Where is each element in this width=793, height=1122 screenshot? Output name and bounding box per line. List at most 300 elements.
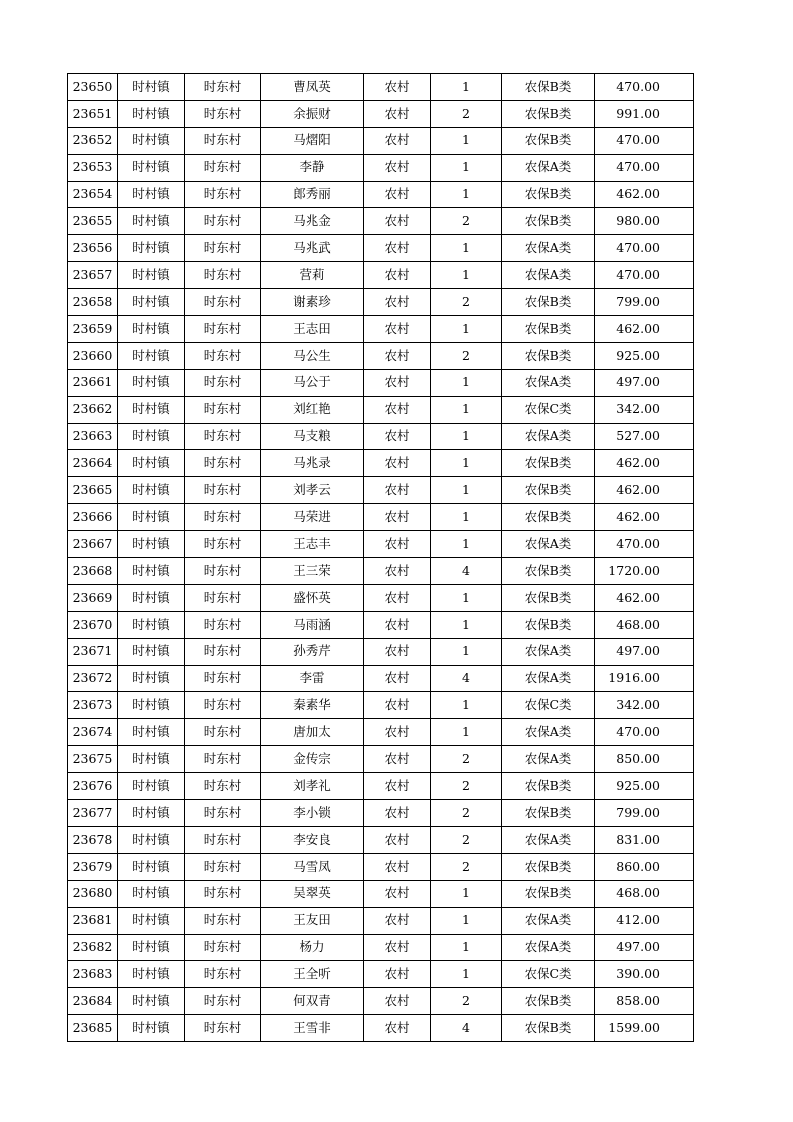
record-id-cell: 23663 xyxy=(68,423,118,450)
name-cell: 刘红艳 xyxy=(261,396,364,423)
household-type-cell: 农村 xyxy=(364,934,431,961)
household-type-cell: 农村 xyxy=(364,719,431,746)
town-cell: 时村镇 xyxy=(118,961,185,988)
amount-cell: 390.00 xyxy=(595,961,694,988)
town-cell: 时村镇 xyxy=(118,289,185,316)
table-row xyxy=(68,611,694,638)
village-cell: 时东村 xyxy=(185,396,261,423)
household-type-cell: 农村 xyxy=(364,665,431,692)
town-cell: 时村镇 xyxy=(118,988,185,1015)
table-row xyxy=(68,665,694,692)
category-cell: 农保B类 xyxy=(502,74,595,101)
name-cell: 郎秀丽 xyxy=(261,181,364,208)
person-count-cell: 2 xyxy=(431,100,502,127)
village-cell: 时东村 xyxy=(185,504,261,531)
village-cell: 时东村 xyxy=(185,450,261,477)
name-cell: 杨力 xyxy=(261,934,364,961)
category-cell: 农保B类 xyxy=(502,584,595,611)
record-id-cell: 23665 xyxy=(68,477,118,504)
person-count-cell: 1 xyxy=(431,961,502,988)
record-id-cell: 23679 xyxy=(68,853,118,880)
household-type-cell: 农村 xyxy=(364,746,431,773)
amount-cell: 831.00 xyxy=(595,826,694,853)
village-cell: 时东村 xyxy=(185,100,261,127)
household-type-cell: 农村 xyxy=(364,531,431,558)
amount-cell: 497.00 xyxy=(595,934,694,961)
record-id-cell: 23666 xyxy=(68,504,118,531)
village-cell: 时东村 xyxy=(185,584,261,611)
town-cell: 时村镇 xyxy=(118,316,185,343)
town-cell: 时村镇 xyxy=(118,262,185,289)
amount-cell: 468.00 xyxy=(595,880,694,907)
amount-cell: 412.00 xyxy=(595,907,694,934)
amount-cell: 462.00 xyxy=(595,316,694,343)
household-type-cell: 农村 xyxy=(364,853,431,880)
amount-cell: 470.00 xyxy=(595,235,694,262)
record-id-cell: 23674 xyxy=(68,719,118,746)
village-cell: 时东村 xyxy=(185,289,261,316)
village-cell: 时东村 xyxy=(185,477,261,504)
household-type-cell: 农村 xyxy=(364,208,431,235)
village-cell: 时东村 xyxy=(185,154,261,181)
name-cell: 王友田 xyxy=(261,907,364,934)
amount-cell: 1916.00 xyxy=(595,665,694,692)
household-type-cell: 农村 xyxy=(364,692,431,719)
village-cell: 时东村 xyxy=(185,961,261,988)
record-id-cell: 23677 xyxy=(68,800,118,827)
category-cell: 农保A类 xyxy=(502,423,595,450)
name-cell: 盛怀英 xyxy=(261,584,364,611)
amount-cell: 1599.00 xyxy=(595,1015,694,1042)
record-id-cell: 23664 xyxy=(68,450,118,477)
village-cell: 时东村 xyxy=(185,907,261,934)
category-cell: 农保A类 xyxy=(502,262,595,289)
household-type-cell: 农村 xyxy=(364,127,431,154)
town-cell: 时村镇 xyxy=(118,907,185,934)
town-cell: 时村镇 xyxy=(118,638,185,665)
person-count-cell: 1 xyxy=(431,127,502,154)
category-cell: 农保B类 xyxy=(502,289,595,316)
person-count-cell: 1 xyxy=(431,880,502,907)
record-id-cell: 23656 xyxy=(68,235,118,262)
household-type-cell: 农村 xyxy=(364,880,431,907)
person-count-cell: 1 xyxy=(431,316,502,343)
table-row xyxy=(68,181,694,208)
village-cell: 时东村 xyxy=(185,719,261,746)
household-type-cell: 农村 xyxy=(364,988,431,1015)
person-count-cell: 1 xyxy=(431,531,502,558)
table-row xyxy=(68,262,694,289)
person-count-cell: 2 xyxy=(431,773,502,800)
amount-cell: 497.00 xyxy=(595,369,694,396)
person-count-cell: 1 xyxy=(431,235,502,262)
record-id-cell: 23675 xyxy=(68,746,118,773)
record-id-cell: 23662 xyxy=(68,396,118,423)
person-count-cell: 1 xyxy=(431,396,502,423)
household-type-cell: 农村 xyxy=(364,154,431,181)
household-type-cell: 农村 xyxy=(364,423,431,450)
amount-cell: 858.00 xyxy=(595,988,694,1015)
table-row xyxy=(68,423,694,450)
name-cell: 曹凤英 xyxy=(261,74,364,101)
person-count-cell: 1 xyxy=(431,181,502,208)
record-id-cell: 23651 xyxy=(68,100,118,127)
category-cell: 农保A类 xyxy=(502,826,595,853)
record-id-cell: 23661 xyxy=(68,369,118,396)
household-type-cell: 农村 xyxy=(364,450,431,477)
town-cell: 时村镇 xyxy=(118,880,185,907)
amount-cell: 468.00 xyxy=(595,611,694,638)
household-type-cell: 农村 xyxy=(364,477,431,504)
category-cell: 农保C类 xyxy=(502,396,595,423)
record-id-cell: 23683 xyxy=(68,961,118,988)
table-row xyxy=(68,719,694,746)
village-cell: 时东村 xyxy=(185,934,261,961)
village-cell: 时东村 xyxy=(185,558,261,585)
category-cell: 农保B类 xyxy=(502,988,595,1015)
household-type-cell: 农村 xyxy=(364,558,431,585)
village-cell: 时东村 xyxy=(185,127,261,154)
table-row xyxy=(68,907,694,934)
household-type-cell: 农村 xyxy=(364,800,431,827)
record-id-cell: 23680 xyxy=(68,880,118,907)
amount-cell: 342.00 xyxy=(595,692,694,719)
table-row xyxy=(68,477,694,504)
name-cell: 王雪非 xyxy=(261,1015,364,1042)
category-cell: 农保A类 xyxy=(502,235,595,262)
name-cell: 马荣进 xyxy=(261,504,364,531)
town-cell: 时村镇 xyxy=(118,423,185,450)
household-type-cell: 农村 xyxy=(364,1015,431,1042)
person-count-cell: 1 xyxy=(431,692,502,719)
person-count-cell: 1 xyxy=(431,477,502,504)
village-cell: 时东村 xyxy=(185,316,261,343)
name-cell: 李小锁 xyxy=(261,800,364,827)
table-row xyxy=(68,853,694,880)
household-type-cell: 农村 xyxy=(364,181,431,208)
name-cell: 营莉 xyxy=(261,262,364,289)
town-cell: 时村镇 xyxy=(118,450,185,477)
amount-cell: 470.00 xyxy=(595,127,694,154)
town-cell: 时村镇 xyxy=(118,692,185,719)
person-count-cell: 2 xyxy=(431,988,502,1015)
household-type-cell: 农村 xyxy=(364,342,431,369)
amount-cell: 470.00 xyxy=(595,154,694,181)
person-count-cell: 4 xyxy=(431,665,502,692)
category-cell: 农保B类 xyxy=(502,181,595,208)
town-cell: 时村镇 xyxy=(118,800,185,827)
town-cell: 时村镇 xyxy=(118,531,185,558)
category-cell: 农保A类 xyxy=(502,934,595,961)
town-cell: 时村镇 xyxy=(118,127,185,154)
table-row xyxy=(68,800,694,827)
amount-cell: 462.00 xyxy=(595,450,694,477)
record-id-cell: 23670 xyxy=(68,611,118,638)
person-count-cell: 4 xyxy=(431,558,502,585)
table-row xyxy=(68,235,694,262)
household-type-cell: 农村 xyxy=(364,638,431,665)
category-cell: 农保B类 xyxy=(502,208,595,235)
name-cell: 刘孝礼 xyxy=(261,773,364,800)
household-type-cell: 农村 xyxy=(364,262,431,289)
town-cell: 时村镇 xyxy=(118,154,185,181)
category-cell: 农保B类 xyxy=(502,800,595,827)
amount-cell: 462.00 xyxy=(595,181,694,208)
category-cell: 农保B类 xyxy=(502,773,595,800)
village-cell: 时东村 xyxy=(185,800,261,827)
household-type-cell: 农村 xyxy=(364,369,431,396)
name-cell: 谢素珍 xyxy=(261,289,364,316)
table-body xyxy=(68,74,694,1042)
person-count-cell: 1 xyxy=(431,719,502,746)
name-cell: 余振财 xyxy=(261,100,364,127)
person-count-cell: 4 xyxy=(431,1015,502,1042)
category-cell: 农保B类 xyxy=(502,880,595,907)
category-cell: 农保B类 xyxy=(502,611,595,638)
category-cell: 农保A类 xyxy=(502,746,595,773)
name-cell: 马公于 xyxy=(261,369,364,396)
table-row xyxy=(68,773,694,800)
record-id-cell: 23669 xyxy=(68,584,118,611)
category-cell: 农保B类 xyxy=(502,316,595,343)
town-cell: 时村镇 xyxy=(118,504,185,531)
table-row xyxy=(68,584,694,611)
town-cell: 时村镇 xyxy=(118,746,185,773)
amount-cell: 799.00 xyxy=(595,800,694,827)
category-cell: 农保A类 xyxy=(502,719,595,746)
village-cell: 时东村 xyxy=(185,74,261,101)
amount-cell: 925.00 xyxy=(595,342,694,369)
record-id-cell: 23650 xyxy=(68,74,118,101)
amount-cell: 1720.00 xyxy=(595,558,694,585)
town-cell: 时村镇 xyxy=(118,74,185,101)
record-id-cell: 23672 xyxy=(68,665,118,692)
record-id-cell: 23657 xyxy=(68,262,118,289)
person-count-cell: 1 xyxy=(431,74,502,101)
table-row xyxy=(68,342,694,369)
household-type-cell: 农村 xyxy=(364,100,431,127)
household-type-cell: 农村 xyxy=(364,584,431,611)
village-cell: 时东村 xyxy=(185,746,261,773)
person-count-cell: 2 xyxy=(431,826,502,853)
table-row xyxy=(68,100,694,127)
record-id-cell: 23676 xyxy=(68,773,118,800)
person-count-cell: 1 xyxy=(431,638,502,665)
person-count-cell: 1 xyxy=(431,262,502,289)
amount-cell: 925.00 xyxy=(595,773,694,800)
name-cell: 马兆金 xyxy=(261,208,364,235)
town-cell: 时村镇 xyxy=(118,235,185,262)
town-cell: 时村镇 xyxy=(118,181,185,208)
village-cell: 时东村 xyxy=(185,423,261,450)
category-cell: 农保A类 xyxy=(502,638,595,665)
record-id-cell: 23681 xyxy=(68,907,118,934)
record-id-cell: 23660 xyxy=(68,342,118,369)
name-cell: 王三荣 xyxy=(261,558,364,585)
category-cell: 农保B类 xyxy=(502,342,595,369)
village-cell: 时东村 xyxy=(185,262,261,289)
record-id-cell: 23671 xyxy=(68,638,118,665)
person-count-cell: 2 xyxy=(431,208,502,235)
table-row xyxy=(68,316,694,343)
person-count-cell: 1 xyxy=(431,584,502,611)
record-id-cell: 23658 xyxy=(68,289,118,316)
name-cell: 马熠阳 xyxy=(261,127,364,154)
name-cell: 马兆录 xyxy=(261,450,364,477)
category-cell: 农保B类 xyxy=(502,100,595,127)
amount-cell: 980.00 xyxy=(595,208,694,235)
person-count-cell: 1 xyxy=(431,369,502,396)
table-row xyxy=(68,988,694,1015)
table-row xyxy=(68,208,694,235)
village-cell: 时东村 xyxy=(185,988,261,1015)
town-cell: 时村镇 xyxy=(118,665,185,692)
household-type-cell: 农村 xyxy=(364,826,431,853)
category-cell: 农保A类 xyxy=(502,531,595,558)
table-row xyxy=(68,369,694,396)
person-count-cell: 2 xyxy=(431,746,502,773)
village-cell: 时东村 xyxy=(185,531,261,558)
amount-cell: 860.00 xyxy=(595,853,694,880)
amount-cell: 497.00 xyxy=(595,638,694,665)
record-id-cell: 23685 xyxy=(68,1015,118,1042)
amount-cell: 462.00 xyxy=(595,504,694,531)
record-id-cell: 23668 xyxy=(68,558,118,585)
town-cell: 时村镇 xyxy=(118,826,185,853)
record-id-cell: 23655 xyxy=(68,208,118,235)
village-cell: 时东村 xyxy=(185,369,261,396)
table-row xyxy=(68,558,694,585)
name-cell: 马雨涵 xyxy=(261,611,364,638)
record-id-cell: 23682 xyxy=(68,934,118,961)
person-count-cell: 1 xyxy=(431,450,502,477)
household-type-cell: 农村 xyxy=(364,611,431,638)
town-cell: 时村镇 xyxy=(118,611,185,638)
amount-cell: 470.00 xyxy=(595,719,694,746)
category-cell: 农保B类 xyxy=(502,477,595,504)
town-cell: 时村镇 xyxy=(118,396,185,423)
name-cell: 吴翠英 xyxy=(261,880,364,907)
table-row xyxy=(68,880,694,907)
village-cell: 时东村 xyxy=(185,342,261,369)
village-cell: 时东村 xyxy=(185,181,261,208)
record-id-cell: 23678 xyxy=(68,826,118,853)
table-row xyxy=(68,934,694,961)
person-count-cell: 1 xyxy=(431,154,502,181)
amount-cell: 342.00 xyxy=(595,396,694,423)
amount-cell: 527.00 xyxy=(595,423,694,450)
table-row xyxy=(68,826,694,853)
village-cell: 时东村 xyxy=(185,880,261,907)
table-row xyxy=(68,531,694,558)
table-row xyxy=(68,692,694,719)
town-cell: 时村镇 xyxy=(118,773,185,800)
town-cell: 时村镇 xyxy=(118,719,185,746)
amount-cell: 991.00 xyxy=(595,100,694,127)
name-cell: 孙秀芹 xyxy=(261,638,364,665)
table-row xyxy=(68,289,694,316)
category-cell: 农保A类 xyxy=(502,665,595,692)
category-cell: 农保A类 xyxy=(502,154,595,181)
name-cell: 唐加太 xyxy=(261,719,364,746)
household-type-cell: 农村 xyxy=(364,289,431,316)
table-row xyxy=(68,450,694,477)
village-cell: 时东村 xyxy=(185,826,261,853)
household-type-cell: 农村 xyxy=(364,74,431,101)
village-cell: 时东村 xyxy=(185,692,261,719)
person-count-cell: 2 xyxy=(431,800,502,827)
name-cell: 马雪凤 xyxy=(261,853,364,880)
amount-cell: 850.00 xyxy=(595,746,694,773)
category-cell: 农保B类 xyxy=(502,1015,595,1042)
household-type-cell: 农村 xyxy=(364,396,431,423)
name-cell: 何双青 xyxy=(261,988,364,1015)
table-row xyxy=(68,746,694,773)
town-cell: 时村镇 xyxy=(118,208,185,235)
town-cell: 时村镇 xyxy=(118,934,185,961)
person-count-cell: 1 xyxy=(431,907,502,934)
household-type-cell: 农村 xyxy=(364,504,431,531)
table-row xyxy=(68,396,694,423)
record-id-cell: 23653 xyxy=(68,154,118,181)
household-type-cell: 农村 xyxy=(364,907,431,934)
person-count-cell: 2 xyxy=(431,289,502,316)
amount-cell: 799.00 xyxy=(595,289,694,316)
category-cell: 农保A类 xyxy=(502,907,595,934)
town-cell: 时村镇 xyxy=(118,477,185,504)
amount-cell: 462.00 xyxy=(595,584,694,611)
town-cell: 时村镇 xyxy=(118,853,185,880)
name-cell: 李静 xyxy=(261,154,364,181)
category-cell: 农保C类 xyxy=(502,692,595,719)
village-cell: 时东村 xyxy=(185,1015,261,1042)
category-cell: 农保B类 xyxy=(502,853,595,880)
name-cell: 马兆武 xyxy=(261,235,364,262)
household-type-cell: 农村 xyxy=(364,773,431,800)
table-row xyxy=(68,1015,694,1042)
village-cell: 时东村 xyxy=(185,665,261,692)
amount-cell: 462.00 xyxy=(595,477,694,504)
name-cell: 马公生 xyxy=(261,342,364,369)
amount-cell: 470.00 xyxy=(595,531,694,558)
records-table xyxy=(67,73,694,1042)
amount-cell: 470.00 xyxy=(595,262,694,289)
name-cell: 秦素华 xyxy=(261,692,364,719)
record-id-cell: 23667 xyxy=(68,531,118,558)
person-count-cell: 2 xyxy=(431,853,502,880)
table-row xyxy=(68,74,694,101)
town-cell: 时村镇 xyxy=(118,342,185,369)
village-cell: 时东村 xyxy=(185,208,261,235)
record-id-cell: 23673 xyxy=(68,692,118,719)
record-id-cell: 23652 xyxy=(68,127,118,154)
village-cell: 时东村 xyxy=(185,638,261,665)
category-cell: 农保B类 xyxy=(502,450,595,477)
village-cell: 时东村 xyxy=(185,235,261,262)
household-type-cell: 农村 xyxy=(364,316,431,343)
village-cell: 时东村 xyxy=(185,611,261,638)
table-row xyxy=(68,961,694,988)
record-id-cell: 23659 xyxy=(68,316,118,343)
person-count-cell: 1 xyxy=(431,611,502,638)
town-cell: 时村镇 xyxy=(118,100,185,127)
record-id-cell: 23654 xyxy=(68,181,118,208)
name-cell: 刘孝云 xyxy=(261,477,364,504)
town-cell: 时村镇 xyxy=(118,369,185,396)
name-cell: 马支粮 xyxy=(261,423,364,450)
record-id-cell: 23684 xyxy=(68,988,118,1015)
table-row xyxy=(68,154,694,181)
